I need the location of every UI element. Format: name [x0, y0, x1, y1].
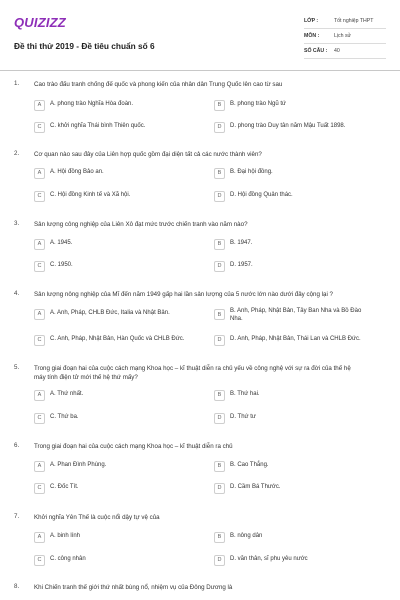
option-text: C. 1950.: [50, 262, 73, 269]
meta-value: 40: [334, 48, 340, 54]
question-text: Trong giai đoạn hai của cuộc cách mạng Khoa học – kĩ thuật diễn ra chủ yếu về công nghệ với sự ra đời của thế hệ máy tính điện tử mới thế hệ thứ mấy?: [34, 365, 351, 381]
option-text: D. Thứ tư: [230, 414, 256, 421]
option-letter: C: [34, 413, 45, 424]
question-text: Sản lượng công nghiệp của Liên Xô đạt mức trước chiến tranh vào năm nào?: [34, 221, 248, 228]
option-b[interactable]: [214, 529, 370, 545]
option-c[interactable]: [34, 258, 190, 274]
option-letter: A: [34, 309, 45, 320]
option-b[interactable]: [214, 165, 370, 181]
option-letter: B: [214, 168, 225, 179]
option-letter: C: [34, 122, 45, 133]
option-letter: C: [34, 191, 45, 202]
meta-key: SỐ CÂU :: [304, 48, 328, 54]
option-letter: D: [214, 191, 225, 202]
question-5: [0, 364, 400, 421]
option-c[interactable]: [34, 552, 190, 568]
option-d[interactable]: [214, 552, 370, 568]
option-a[interactable]: [34, 306, 190, 322]
option-letter: D: [214, 335, 225, 346]
option-letter: A: [34, 168, 45, 179]
option-text: D. 1957.: [230, 262, 253, 269]
option-letter: B: [214, 239, 225, 250]
question-number: 8.: [14, 583, 20, 590]
option-c[interactable]: [34, 188, 190, 204]
question-number: 2.: [14, 150, 20, 157]
option-d[interactable]: [214, 332, 370, 348]
option-text: B. nông dân: [230, 533, 263, 540]
option-text: A. 1945.: [50, 240, 73, 247]
question-8: [0, 583, 400, 592]
meta-key: MÔN :: [304, 33, 320, 39]
option-text: A. binh lính: [50, 533, 81, 540]
question-text: Khởi nghĩa Yên Thế là cuộc nổi dậy tự vệ của: [34, 514, 160, 521]
option-letter: B: [214, 461, 225, 472]
option-text: B. Thứ hai.: [230, 391, 260, 398]
option-d[interactable]: [214, 188, 370, 204]
option-text: C. Anh, Pháp, Nhật Bản, Hàn Quốc và CHLB Đức.: [50, 336, 185, 343]
option-letter: C: [34, 261, 45, 272]
question-text: Trong giai đoạn hai của cuộc cách mạng Khoa học – kĩ thuật diễn ra chủ: [34, 443, 233, 450]
option-letter: B: [214, 309, 225, 320]
option-letter: C: [34, 483, 45, 494]
option-a[interactable]: [34, 387, 190, 403]
question-6: [0, 442, 400, 491]
option-b[interactable]: [214, 458, 370, 474]
option-a[interactable]: [34, 529, 190, 545]
question-number: 1.: [14, 80, 20, 87]
option-letter: D: [214, 122, 225, 133]
option-d[interactable]: [214, 258, 370, 274]
option-letter: D: [214, 555, 225, 566]
option-text: D. văn thân, sĩ phu yêu nước: [230, 556, 308, 563]
option-a[interactable]: [34, 458, 190, 474]
option-text: B. Anh, Pháp, Nhật Bản, Tây Ban Nha và Bồ Đào Nha.: [230, 308, 362, 322]
question-text: Sản lượng nông nghiệp của Mĩ đến năm 1949 gấp hai lần sản lượng của 5 nước lớn nào dưới đây cộng lại ?: [34, 291, 333, 298]
option-c[interactable]: [34, 480, 190, 496]
worksheet-meta: [304, 14, 386, 59]
option-d[interactable]: [214, 410, 370, 426]
worksheet-title: Đề thi thử 2019 - Đề tiêu chuẩn số 6: [14, 41, 155, 51]
option-letter: C: [34, 555, 45, 566]
option-text: A. Hội đồng Bảo an.: [50, 169, 104, 176]
option-text: D. phong trào Duy tân năm Mậu Tuất 1898.: [230, 123, 346, 130]
option-letter: A: [34, 100, 45, 111]
option-a[interactable]: [34, 236, 190, 252]
option-letter: B: [214, 390, 225, 401]
meta-value: Tốt nghiệp THPT: [334, 18, 374, 24]
worksheet-header: [14, 12, 386, 70]
option-text: C. Thứ ba.: [50, 414, 79, 421]
option-b[interactable]: [214, 97, 370, 113]
option-c[interactable]: [34, 410, 190, 426]
option-letter: D: [214, 483, 225, 494]
option-letter: D: [214, 413, 225, 424]
option-c[interactable]: [34, 332, 190, 348]
option-text: B. Đại hội đồng.: [230, 169, 273, 176]
question-2: [0, 150, 400, 199]
meta-key: LỚP :: [304, 18, 319, 24]
option-text: B. 1947.: [230, 240, 253, 247]
option-text: D. Cầm Bá Thước.: [230, 484, 281, 491]
option-letter: C: [34, 335, 45, 346]
question-4: [0, 290, 400, 343]
header-divider: [0, 70, 400, 71]
option-letter: B: [214, 532, 225, 543]
question-number: 3.: [14, 220, 20, 227]
option-b[interactable]: [214, 236, 370, 252]
option-letter: A: [34, 461, 45, 472]
meta-subject-row: [304, 29, 386, 44]
option-b[interactable]: [214, 306, 370, 322]
option-text: C. khởi nghĩa Thái bình Thiên quốc.: [50, 123, 146, 130]
meta-value: Lịch sử: [334, 33, 352, 39]
option-d[interactable]: [214, 119, 370, 135]
option-text: A. Thứ nhất.: [50, 391, 84, 398]
option-b[interactable]: [214, 387, 370, 403]
meta-class-row: [304, 14, 386, 29]
option-a[interactable]: [34, 165, 190, 181]
question-text: Cơ quan nào sau đây của Liên hợp quốc gồm đại diện tất cả các nước thành viên?: [34, 151, 262, 158]
question-number: 5.: [14, 364, 20, 371]
option-d[interactable]: [214, 480, 370, 496]
option-c[interactable]: [34, 119, 190, 135]
question-7: [0, 513, 400, 563]
question-text: Khi Chiến tranh thế giới thứ nhất bùng nổ, nhiệm vụ của Đông Dương là: [34, 584, 233, 591]
question-text: Cao trào đấu tranh chống đế quốc và phong kiến của nhân dân Trung Quốc lên cao từ sau: [34, 81, 283, 88]
option-text: D. Hội đồng Quản thác.: [230, 192, 293, 199]
option-letter: A: [34, 390, 45, 401]
option-a[interactable]: [34, 97, 190, 113]
question-3: [0, 220, 400, 269]
option-text: D. Anh, Pháp, Nhật Bản, Thái Lan và CHLB Đức.: [230, 336, 361, 343]
option-text: A. phong trào Nghĩa Hòa đoàn.: [50, 101, 134, 108]
option-letter: B: [214, 100, 225, 111]
question-number: 4.: [14, 290, 20, 297]
option-text: B. Cao Thắng.: [230, 462, 269, 469]
option-text: C. Đốc Tít.: [50, 484, 79, 491]
option-text: C. công nhân: [50, 556, 86, 563]
question-number: 6.: [14, 442, 20, 449]
option-letter: A: [34, 532, 45, 543]
question-number: 7.: [14, 513, 20, 520]
option-text: C. Hội đồng Kinh tế và Xã hội.: [50, 192, 131, 199]
option-text: A. Anh, Pháp, CHLB Đức, Italia và Nhật Bản.: [50, 310, 170, 317]
meta-count-row: [304, 44, 386, 59]
option-text: A. Phan Đình Phùng.: [50, 462, 107, 469]
option-letter: A: [34, 239, 45, 250]
option-letter: D: [214, 261, 225, 272]
question-1: [0, 80, 400, 130]
quizizz-logo: QUIZIZZ: [14, 15, 66, 30]
option-text: B. phong trào Ngũ tứ: [230, 101, 287, 108]
